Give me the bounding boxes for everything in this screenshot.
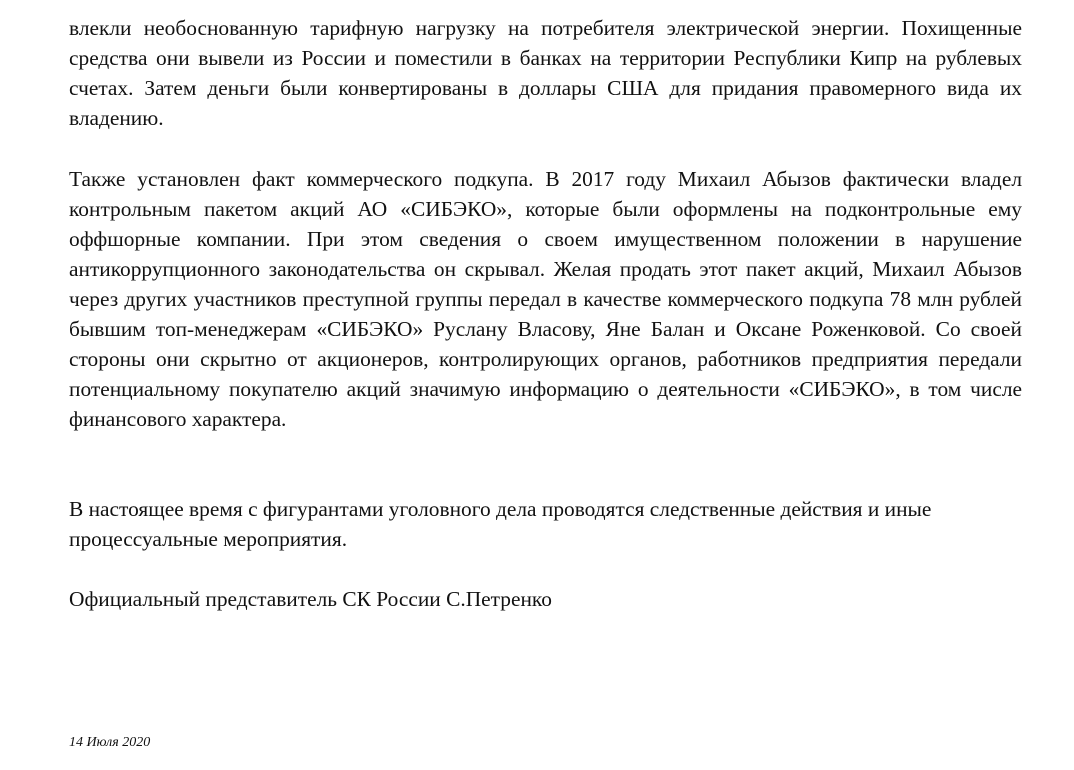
- paragraph-investigative-actions: В настоящее время с фигурантами уголовного дела проводятся следственные действия и иные процессуальные мероприятия.: [69, 497, 932, 551]
- paragraph-official-representative: Официальный представитель СК России С.Петренко: [69, 587, 552, 611]
- paragraph-tariff-burden: влекли необоснованную тарифную нагрузку на потребителя электрической энергии. Похищенные средства они вывели из России и поместили в банках на территории Республики Кипр на рублевых счетах. Затем деньги были конвертированы в доллары США для придания правомерного вида их владению.: [69, 16, 1022, 130]
- paragraph-commercial-bribery: Также установлен факт коммерческого подкупа. В 2017 году Михаил Абызов фактически владел контрольным пакетом акций АО «СИБЭКО», которые были оформлены на подконтрольные ему оффшорные компании. При этом сведения о своем имущественном положении в нарушение антикоррупционного законодательства он скрывал. Желая продать этот пакет акций, Михаил Абызов через других участников преступной группы передал в качестве коммерческого подкупа 78 млн рублей бывшим топ-менеджерам «СИБЭКО» Руслану Власову, Яне Балан и Оксане Роженковой. Со своей стороны они скрытно от акционеров, контролирующих органов, работников предприятия передали потенциальному покупателю акций значимую информацию о деятельности «СИБЭКО», в том числе финансового характера.: [69, 167, 1022, 431]
- document-date: 14 Июля 2020: [69, 735, 151, 750]
